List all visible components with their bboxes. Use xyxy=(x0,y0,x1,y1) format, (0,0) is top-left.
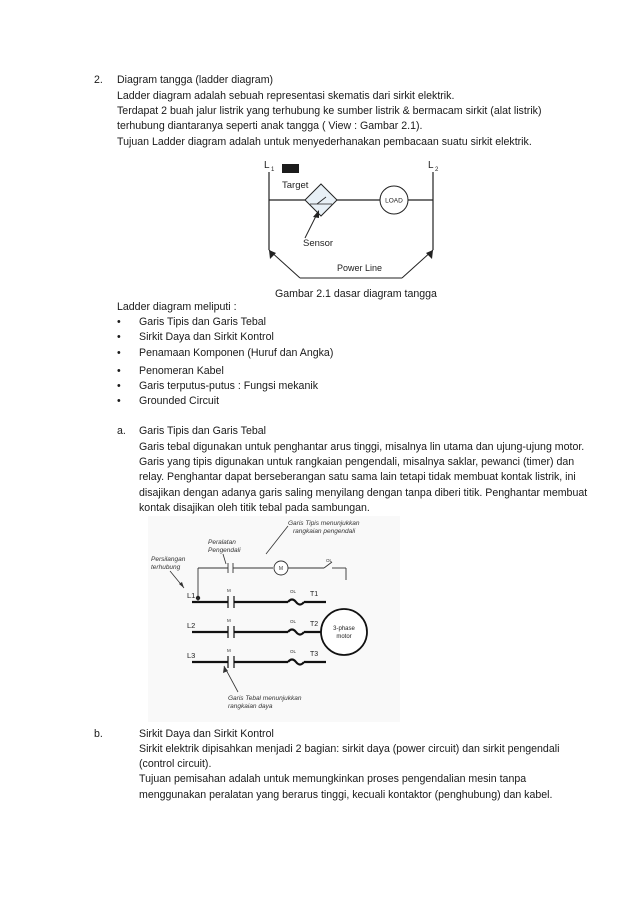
target-block xyxy=(282,164,299,173)
bullet-item: Penamaan Komponen (Huruf dan Angka) xyxy=(139,347,334,359)
paragraph-line: disajikan dengan adanya garis saling menyilang dengan tanpa diberi titik. Penghantar membuat xyxy=(139,486,588,499)
paragraph-line: Terdapat 2 buah jalur listrik yang terhubung ke sumber listrik & bermacam sirkit (alat listrik) xyxy=(117,105,542,118)
contact-label: M xyxy=(227,648,231,653)
paragraph-line: Garis tebal digunakan untuk penghantar arus tinggi, misalnya lin utama dan ujung-ujung motor. xyxy=(139,441,585,453)
arrow-head xyxy=(426,250,433,259)
l2-subscript: 2 xyxy=(435,167,439,173)
bullet-marker: • xyxy=(117,331,121,343)
thick-line-label: Garis Tebal menunjukkan xyxy=(228,695,302,702)
bullet-marker: • xyxy=(117,365,121,377)
bullet-item: Penomeran Kabel xyxy=(139,365,224,377)
paragraph-line: (control circuit). xyxy=(139,758,212,771)
section-number: 2. xyxy=(94,74,103,86)
list-intro: Ladder diagram meliputi : xyxy=(117,301,237,313)
paragraph-line: Garis yang tipis digunakan untuk rangkaian pengendali, misalnya saklar, pewanci (timer) dan xyxy=(139,456,575,469)
bullet-item: Garis Tipis dan Garis Tebal xyxy=(139,316,266,328)
l2-label: L xyxy=(428,160,434,171)
paragraph-line: Tujuan pemisahan adalah untuk memungkinkan proses pengendalian mesin tanpa xyxy=(139,773,527,786)
section-paragraph xyxy=(117,89,542,150)
bullet-item: Grounded Circuit xyxy=(139,395,220,407)
terminal-label-t1: T1 xyxy=(310,591,319,598)
arrow-head xyxy=(269,250,276,259)
terminal-label-t2: T2 xyxy=(310,621,319,628)
subsection-letter: b. xyxy=(94,728,103,740)
subsection-paragraph xyxy=(139,742,559,803)
subsection-letter: a. xyxy=(117,425,126,437)
line-label-l2: L2 xyxy=(187,621,196,630)
bullet-marker: • xyxy=(117,316,121,328)
terminal-label-t3: T3 xyxy=(310,651,319,658)
subsection-paragraph xyxy=(139,440,587,516)
paragraph-line: terhubung diantaranya seperti anak tangga ( View : Gambar 2.1). xyxy=(117,120,423,133)
coil-label: M xyxy=(278,566,284,572)
line-label-l1: L1 xyxy=(187,591,196,600)
contact-label: M xyxy=(227,618,231,623)
motor-label: motor xyxy=(336,634,352,640)
crossing-label: Persilangan xyxy=(151,556,186,563)
bullet-item: Garis terputus-putus : Fungsi mekanik xyxy=(139,380,318,392)
motor-label: 3-phase xyxy=(333,626,355,632)
overload-label: OL xyxy=(290,619,297,624)
overload-label: OL xyxy=(290,649,297,654)
sensor-switch-symbol xyxy=(305,184,337,216)
motor-circuit-figure xyxy=(148,516,400,722)
l1-subscript: 1 xyxy=(271,167,275,173)
ladder-diagram-figure xyxy=(240,152,460,287)
section-heading: Diagram tangga (ladder diagram) xyxy=(117,74,274,86)
thin-line-label: Garis Tipis menunjukkan xyxy=(288,520,360,527)
overload-label: OL xyxy=(326,558,333,563)
subsection-title: Garis Tipis dan Garis Tebal xyxy=(139,425,266,437)
paragraph-line: relay. Penghantar dapat berseberangan satu sama lain tetapi tidak membuat kontak listrik, ini xyxy=(139,471,576,484)
sensor-arrow xyxy=(305,214,317,238)
thin-line-label: rangkaian pengendali xyxy=(293,528,356,535)
power-line-label: Power Line xyxy=(337,263,383,273)
three-phase-motor xyxy=(321,609,367,655)
control-device-label: Pengendali xyxy=(208,547,241,554)
control-device-label: Peralatan xyxy=(208,539,236,546)
paragraph-line: Sirkit elektrik dipisahkan menjadi 2 bagian: sirkit daya (power circuit) dan sirkit pengendali xyxy=(139,743,560,755)
line-label-l3: L3 xyxy=(187,651,196,660)
bullet-marker: • xyxy=(117,395,121,407)
sensor-label: Sensor xyxy=(303,238,334,249)
load-label: LOAD xyxy=(385,197,403,205)
paragraph-line: menggunakan peralatan yang berarus tinggi, kecuali kontaktor (penghubung) dan kabel. xyxy=(139,788,553,801)
paragraph-line: Ladder diagram adalah sebuah representasi skematis dari sirkit elektrik. xyxy=(117,90,455,102)
figure-caption: Gambar 2.1 dasar diagram tangga xyxy=(275,288,437,300)
l1-label: L xyxy=(264,160,270,171)
overload-label: OL xyxy=(290,589,297,594)
target-label: Target xyxy=(282,180,309,191)
bullet-item: Sirkit Daya dan Sirkit Kontrol xyxy=(139,331,274,343)
contact-label: M xyxy=(227,588,231,593)
paragraph-line: Tujuan Ladder diagram adalah untuk menyederhanakan pembacaan suatu sirkit elektrik. xyxy=(117,135,532,148)
bullet-marker: • xyxy=(117,347,121,359)
paragraph-line: kontak disajikan oleh titik tebal pada sambungan. xyxy=(139,501,370,514)
crossing-label: terhubung xyxy=(151,564,181,571)
bullet-marker: • xyxy=(117,380,121,392)
thick-line-label: rangkaian daya xyxy=(228,703,273,710)
subsection-title: Sirkit Daya dan Sirkit Kontrol xyxy=(139,728,274,740)
